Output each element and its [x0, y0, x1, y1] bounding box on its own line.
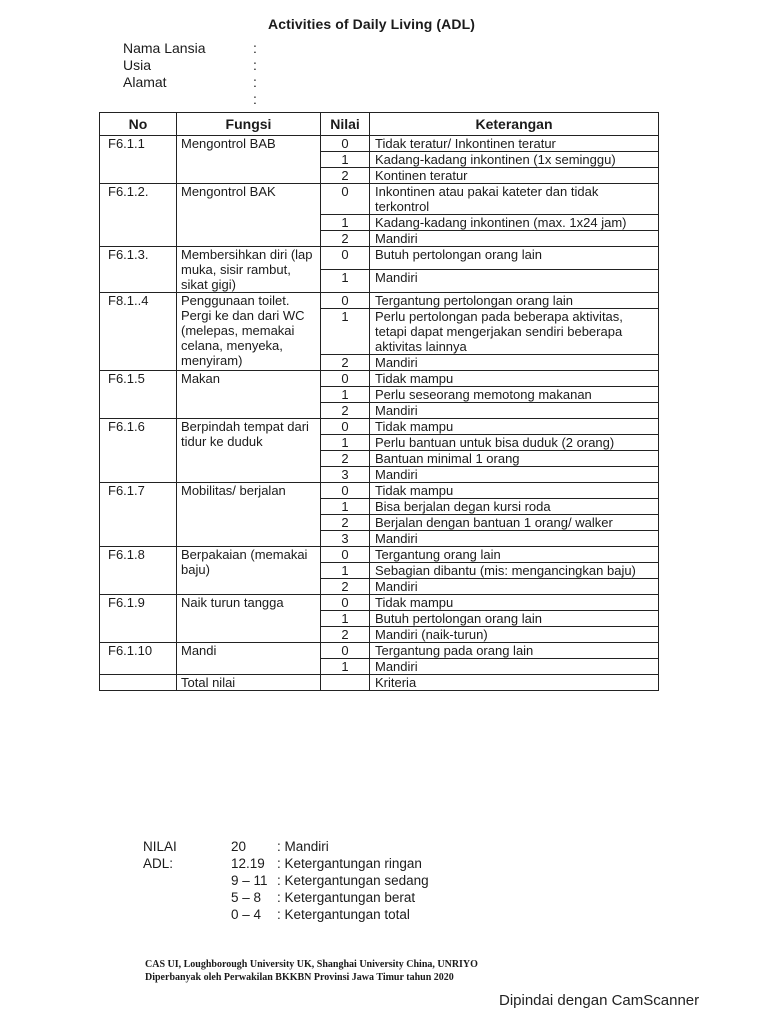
legend-desc: : Mandiri: [277, 839, 329, 854]
legend-desc: : Ketergantungan ringan: [277, 856, 422, 871]
legend-label: NILAI ADL:: [143, 839, 177, 871]
option-description: Kadang-kadang inkontinen (1x seminggu): [370, 152, 659, 168]
option-score: 1: [321, 215, 370, 231]
identity-label: Alamat: [123, 74, 167, 90]
source-footer: [145, 958, 478, 984]
option-score: 2: [321, 579, 370, 595]
identity-row-age: [123, 57, 257, 74]
table-row: [100, 247, 659, 270]
item-function: Mobilitas/ berjalan: [177, 483, 321, 547]
item-code: F6.1.8: [100, 547, 177, 595]
option-description: Berjalan dengan bantuan 1 orang/ walker: [370, 515, 659, 531]
option-score: 1: [321, 435, 370, 451]
item-code: F6.1.1: [100, 136, 177, 184]
option-description: Kadang-kadang inkontinen (max. 1x24 jam): [370, 215, 659, 231]
option-description: Mandiri (naik-turun): [370, 627, 659, 643]
option-score: 1: [321, 387, 370, 403]
identity-label: Usia: [123, 57, 152, 73]
item-code: F6.1.5: [100, 371, 177, 419]
legend-desc: : Ketergantungan total: [277, 907, 410, 922]
identity-colon: :: [253, 57, 257, 73]
footer-line: Diperbanyak oleh Perwakilan BKKBN Provinsi Jawa Timur tahun 2020: [145, 972, 454, 983]
option-score: 0: [321, 483, 370, 499]
item-code: F6.1.10: [100, 643, 177, 675]
option-score: 0: [321, 247, 370, 270]
option-score: 1: [321, 270, 370, 293]
legend-item: [231, 889, 531, 906]
option-score: 0: [321, 136, 370, 152]
item-function: Makan: [177, 371, 321, 419]
identity-colon: :: [253, 74, 257, 90]
option-score: 1: [321, 309, 370, 355]
item-function: Berpindah tempat dari tidur ke duduk: [177, 419, 321, 483]
legend-value: 20: [231, 839, 247, 854]
option-description: Tergantung pertolongan orang lain: [370, 293, 659, 309]
identity-colon: :: [253, 91, 257, 107]
identity-block: [123, 40, 257, 108]
option-score: 2: [321, 403, 370, 419]
option-description: Mandiri: [370, 659, 659, 675]
option-description: Perlu pertolongan pada beberapa aktivitas, tetapi dapat mengerjakan sendiri beberapa aktivitas lainnya: [370, 309, 659, 355]
option-score: 1: [321, 499, 370, 515]
item-function: Mandi: [177, 643, 321, 675]
item-code: F6.1.9: [100, 595, 177, 643]
option-description: Inkontinen atau pakai kateter dan tidak terkontrol: [370, 184, 659, 215]
option-description: Mandiri: [370, 231, 659, 247]
item-code: F6.1.3.: [100, 247, 177, 293]
identity-row-name: [123, 40, 257, 57]
option-score: 0: [321, 371, 370, 387]
option-score: 2: [321, 231, 370, 247]
item-code: F6.1.7: [100, 483, 177, 547]
option-description: Butuh pertolongan orang lain: [370, 611, 659, 627]
legend-item: [231, 872, 531, 889]
legend-value: 5 – 8: [231, 890, 262, 905]
legend-desc: : Ketergantungan berat: [277, 890, 416, 905]
table-row: [100, 136, 659, 152]
item-function: Naik turun tangga: [177, 595, 321, 643]
legend-value: 0 – 4: [231, 907, 262, 922]
table-row: [100, 595, 659, 611]
item-code: F6.1.6: [100, 419, 177, 483]
item-code: F8.1..4: [100, 293, 177, 371]
option-description: Sebagian dibantu (mis: mengancingkan baju): [370, 563, 659, 579]
option-score: 0: [321, 184, 370, 215]
option-score: 1: [321, 563, 370, 579]
table-row: [100, 643, 659, 659]
item-function: Mengontrol BAB: [177, 136, 321, 184]
scanner-watermark: Dipindai dengan CamScanner: [499, 992, 700, 1009]
option-description: Tidak mampu: [370, 483, 659, 499]
option-score: 0: [321, 547, 370, 563]
table-row: [100, 184, 659, 215]
option-description: Bantuan minimal 1 orang: [370, 451, 659, 467]
option-description: Tergantung pada orang lain: [370, 643, 659, 659]
option-description: Tidak teratur/ Inkontinen teratur: [370, 136, 659, 152]
option-description: Mandiri: [370, 270, 659, 293]
option-description: Mandiri: [370, 467, 659, 483]
option-score: 3: [321, 467, 370, 483]
option-description: Kontinen teratur: [370, 168, 659, 184]
table-row: [100, 419, 659, 435]
legend-items: [231, 838, 531, 923]
option-score: 2: [321, 627, 370, 643]
option-score: 0: [321, 293, 370, 309]
item-function: Mengontrol BAK: [177, 184, 321, 247]
identity-row-address: [123, 74, 257, 91]
option-score: 0: [321, 643, 370, 659]
table-row: [100, 293, 659, 309]
legend-item: [231, 838, 531, 855]
option-score: 0: [321, 595, 370, 611]
identity-colon: :: [253, 40, 257, 56]
identity-label: Nama Lansia: [123, 40, 206, 56]
option-score: 3: [321, 531, 370, 547]
option-description: Mandiri: [370, 355, 659, 371]
option-description: Tergantung orang lain: [370, 547, 659, 563]
option-description: Perlu seseorang memotong makanan: [370, 387, 659, 403]
option-description: Mandiri: [370, 403, 659, 419]
adl-table-body: [100, 136, 659, 675]
option-description: Bisa berjalan degan kursi roda: [370, 499, 659, 515]
header-nilai: Nilai: [321, 113, 370, 136]
total-value: [321, 675, 370, 691]
total-row: [100, 675, 659, 691]
option-score: 2: [321, 355, 370, 371]
total-kriteria: Kriteria: [370, 675, 659, 691]
footer-line: CAS UI, Loughborough University UK, Shanghai University China, UNRIYO: [145, 959, 478, 970]
table-row: [100, 371, 659, 387]
page-title: Activities of Daily Living (ADL): [268, 16, 475, 32]
total-label: Total nilai: [177, 675, 321, 691]
header-keterangan: Keterangan: [370, 113, 659, 136]
header-fungsi: Fungsi: [177, 113, 321, 136]
table-header-row: [100, 113, 659, 136]
option-score: 0: [321, 419, 370, 435]
table-row: [100, 547, 659, 563]
adl-table: [99, 112, 659, 691]
identity-row-extra: [123, 91, 257, 108]
legend-value: 12.19: [231, 856, 265, 871]
item-function: Berpakaian (memakai baju): [177, 547, 321, 595]
option-score: 1: [321, 611, 370, 627]
legend-item: [231, 855, 531, 872]
option-description: Perlu bantuan untuk bisa duduk (2 orang): [370, 435, 659, 451]
item-code: F6.1.2.: [100, 184, 177, 247]
option-description: Tidak mampu: [370, 371, 659, 387]
legend-item: [231, 906, 531, 923]
option-description: Butuh pertolongan orang lain: [370, 247, 659, 270]
option-description: Tidak mampu: [370, 595, 659, 611]
option-score: 2: [321, 168, 370, 184]
option-score: 1: [321, 152, 370, 168]
option-score: 1: [321, 659, 370, 675]
option-description: Mandiri: [370, 531, 659, 547]
option-description: Tidak mampu: [370, 419, 659, 435]
option-score: 2: [321, 515, 370, 531]
item-function: Penggunaan toilet. Pergi ke dan dari WC (melepas, memakai celana, menyeka, menyiram): [177, 293, 321, 371]
legend-value: 9 – 11: [231, 873, 268, 888]
header-no: No: [100, 113, 177, 136]
table-row: [100, 483, 659, 499]
legend-desc: : Ketergantungan sedang: [277, 873, 429, 888]
item-function: Membersihkan diri (lap muka, sisir rambut, sikat gigi): [177, 247, 321, 293]
option-description: Mandiri: [370, 579, 659, 595]
option-score: 2: [321, 451, 370, 467]
total-no-cell: [100, 675, 177, 691]
